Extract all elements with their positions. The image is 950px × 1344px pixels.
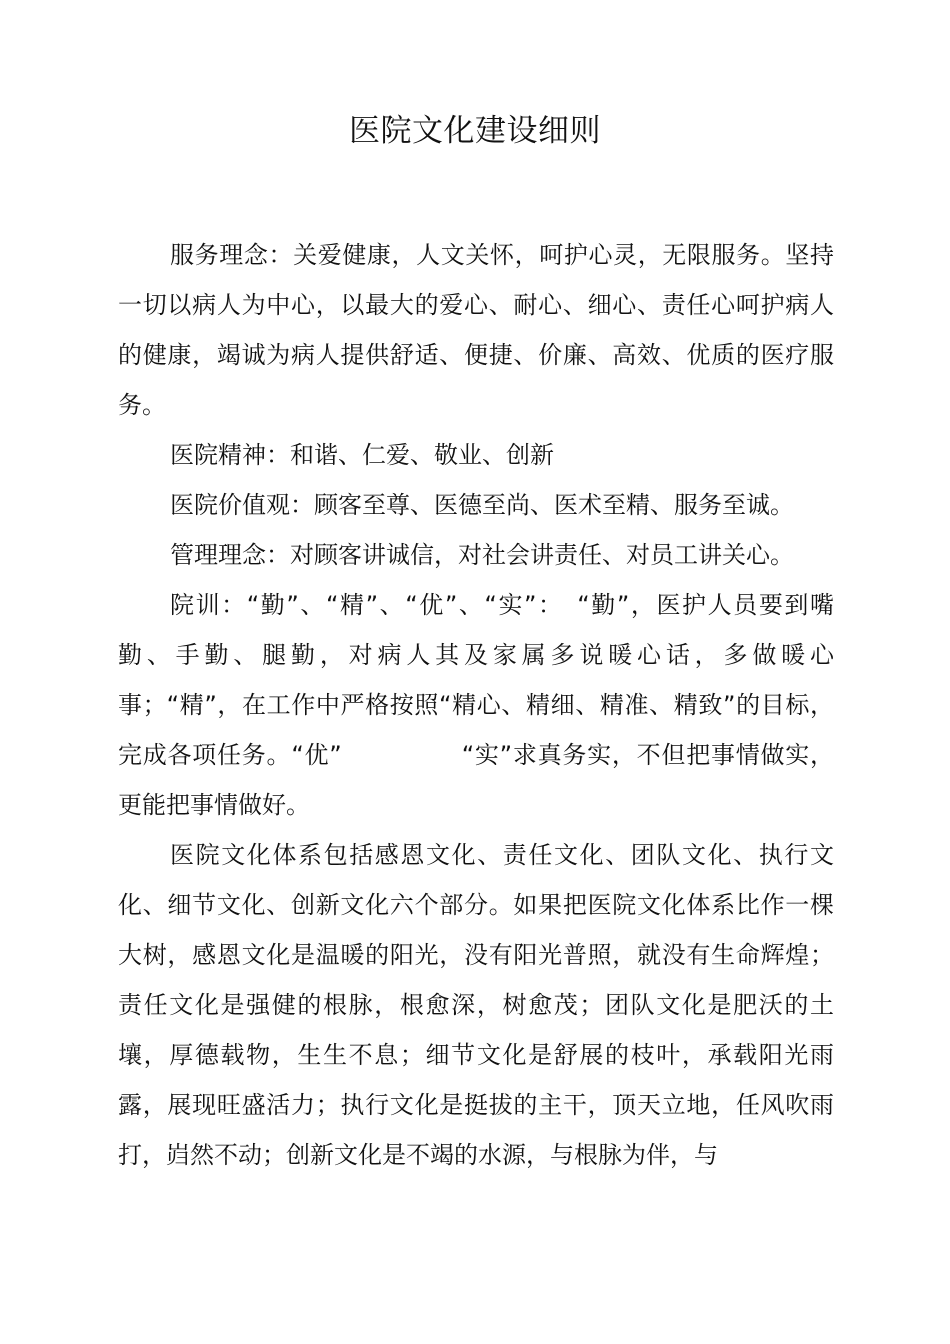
document-title: 医院文化建设细则 [349, 113, 601, 149]
paragraph-service-concept: 服务理念：关爱健康，人文关怀，呵护心灵，无限服务。坚持一切以病人为中心，以最大的爱心、耐心、细心、责任心呵护病人的健康，竭诚为病人提供舒适、便捷、价廉、高效、优质的医疗服务。 [118, 241, 834, 419]
document-body [118, 230, 834, 1180]
paragraph-values: 医院价值观：顾客至尊、医德至尚、医术至精、服务至诚。 [170, 491, 794, 519]
motto-text-part1: 院训：“勤”、“精”、“优”、“实”： “勤”，医护人员要到嘴勤、手勤、腿勤，对病人其及家属多说暖心话，多做暖心事；“精”，在工作中严格按照“精心、精细、精准、精致”的目标，完成各项任务。“优” [118, 591, 834, 769]
motto-text-part2: “实”求真务实，不但把事情做实，更能把事情做好。 [118, 741, 834, 819]
paragraph-culture-system: 医院文化体系包括感恩文化、责任文化、团队文化、执行文化、细节文化、创新文化六个部分。如果把医院文化体系比作一棵大树，感恩文化是温暖的阳光，没有阳光普照，就没有生命辉煌；责任文化是强健的根脉，根愈深，树愈茂；团队文化是肥沃的土壤，厚德载物，生生不息；细节文化是舒展的枝叶，承载阳光雨露，展现旺盛活力；执行文化是挺拔的主干，顶天立地，任风吹雨打，岿然不动；创新文化是不竭的水源，与根脉为伴，与 [118, 841, 834, 1169]
paragraph-hospital-spirit: 医院精神：和谐、仁爱、敬业、创新 [170, 441, 554, 469]
paragraph-motto [118, 580, 834, 830]
paragraph-management-concept: 管理理念：对顾客讲诚信，对社会讲责任、对员工讲关心。 [170, 541, 794, 569]
